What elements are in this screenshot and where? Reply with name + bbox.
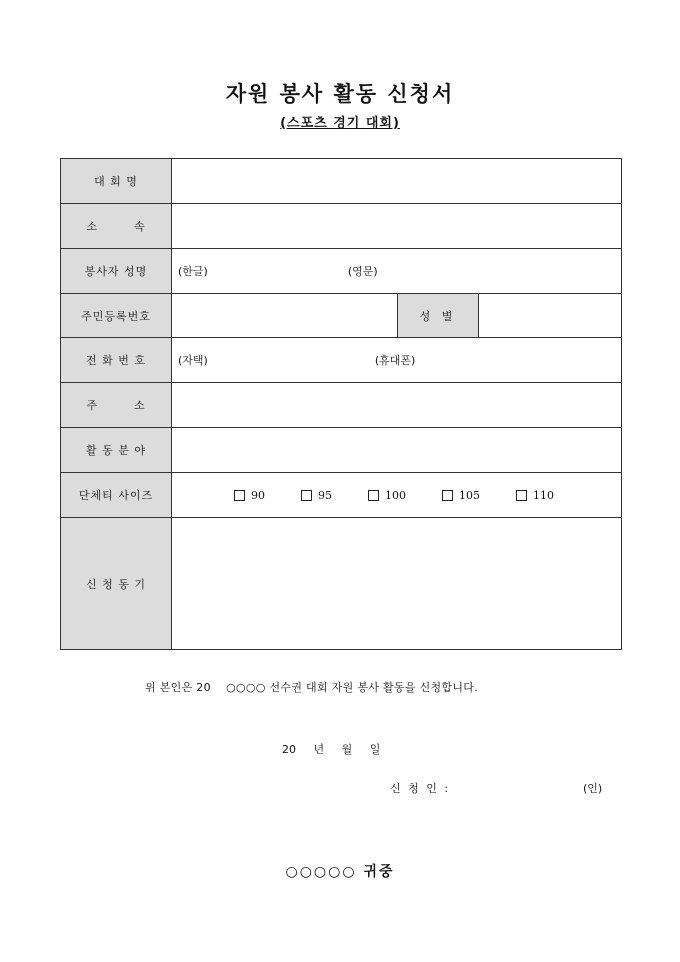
application-table [60, 158, 622, 650]
date-line: 20 년 월 일 [282, 743, 381, 756]
size-option-105[interactable] [442, 489, 480, 502]
checkbox-icon[interactable] [368, 490, 379, 501]
address-label-text: 주 소 [86, 399, 146, 412]
affiliation-field[interactable] [172, 204, 622, 249]
declaration-text: 위 본인은 20 ○○○○ 선수권 대회 자원 봉사 활동을 신청합니다. [145, 681, 478, 694]
event-name-field[interactable] [172, 159, 622, 204]
address-field[interactable] [172, 383, 622, 428]
tshirt-size-label: 단체티 사이즈 [61, 473, 172, 518]
checkbox-icon[interactable] [301, 490, 312, 501]
phone-home-label: (자택) [178, 354, 208, 367]
affiliation-label-text: 소 속 [86, 220, 146, 233]
volunteer-name-field[interactable] [172, 249, 622, 294]
size-90-label: 90 [251, 488, 265, 502]
size-110-label: 110 [533, 488, 554, 502]
size-100-label: 100 [385, 488, 406, 502]
address-label [61, 383, 172, 428]
checkbox-icon[interactable] [234, 490, 245, 501]
activity-field-input[interactable] [172, 428, 622, 473]
resident-number-field[interactable] [172, 294, 398, 338]
motivation-label: 신 청 동 기 [61, 518, 172, 650]
form-title: 자원 봉사 활동 신청서 [225, 81, 455, 106]
name-english-label: (영문) [347, 265, 378, 278]
event-name-label: 대 회 명 [61, 159, 172, 204]
tshirt-size-options [172, 473, 622, 518]
seal-label: (인) [583, 782, 603, 795]
gender-label: 성 별 [398, 294, 479, 338]
checkbox-icon[interactable] [442, 490, 453, 501]
size-option-90[interactable] [234, 489, 265, 502]
form-subtitle: (스포츠 경기 대회) [280, 116, 400, 131]
size-option-110[interactable] [516, 489, 554, 502]
name-korean-label: (한글) [178, 265, 208, 278]
phone-label: 전 화 번 호 [61, 338, 172, 383]
addressee: ○○○○○ 귀중 [285, 864, 395, 880]
gender-field[interactable] [479, 294, 622, 338]
applicant-label: 신 청 인 : [390, 782, 451, 795]
phone-field[interactable] [172, 338, 622, 383]
motivation-field[interactable] [172, 518, 622, 650]
volunteer-name-label: 봉사자 성명 [61, 249, 172, 294]
size-option-95[interactable] [301, 489, 332, 502]
checkbox-icon[interactable] [516, 490, 527, 501]
size-option-100[interactable] [368, 489, 406, 502]
affiliation-label [61, 204, 172, 249]
size-105-label: 105 [459, 488, 480, 502]
resident-number-label: 주민등록번호 [61, 294, 172, 338]
size-95-label: 95 [318, 488, 332, 502]
activity-field-label: 활 동 분 야 [61, 428, 172, 473]
phone-mobile-label: (휴대폰) [374, 354, 416, 367]
